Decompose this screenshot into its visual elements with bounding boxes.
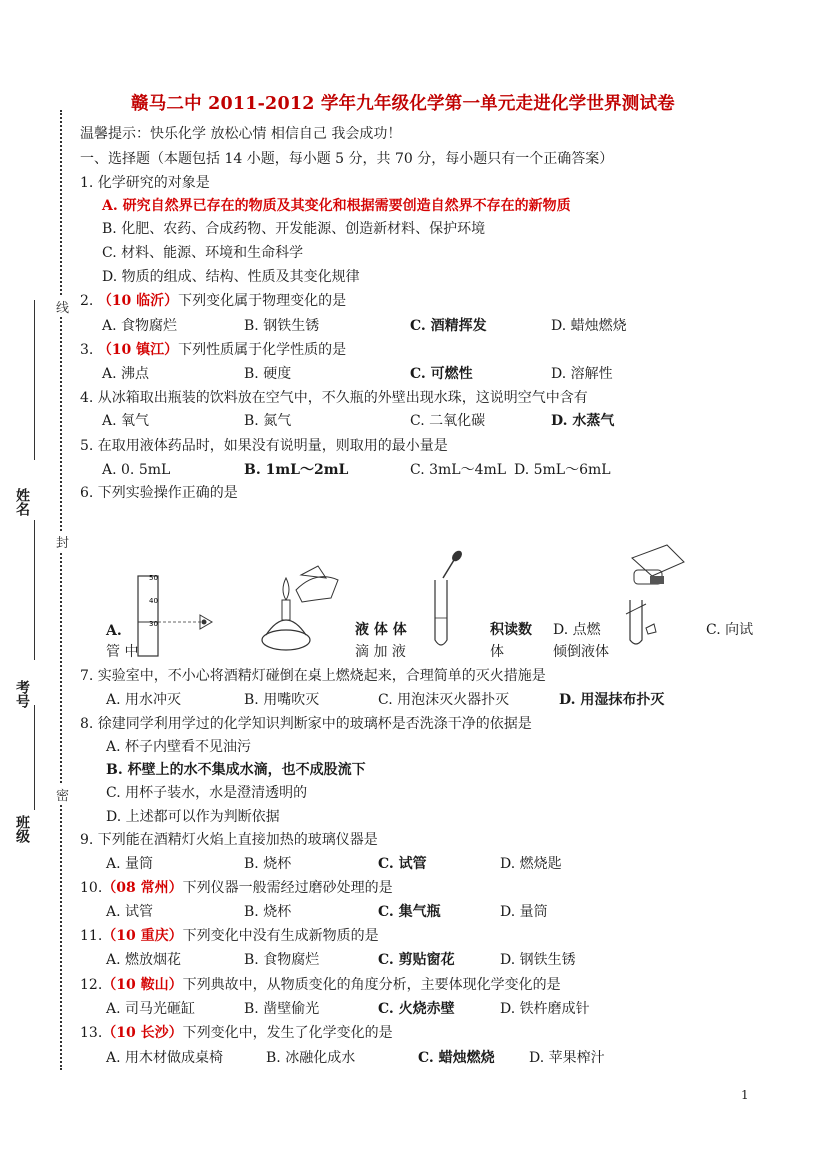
q11-stem: 11.（10 重庆）下列变化中没有生成新物质的是 (80, 928, 379, 944)
q4-option-b: B. 氮气 (244, 413, 292, 429)
seal-char-seal: 封 (56, 532, 69, 551)
tick-label-50: 50 (149, 574, 158, 582)
q2-option-c: C. 酒精挥发 (410, 318, 487, 334)
page-title: 赣马二中 2011-2012 学年九年级化学第一单元走进化学世界测试卷 (131, 94, 675, 114)
q9-stem: 9. 下列能在酒精灯火焰上直接加热的玻璃仪器是 (80, 832, 378, 848)
q9-option-a: A. 量筒 (106, 856, 154, 872)
q13-stem: 13.（10 长沙）下列变化中，发生了化学变化的是 (80, 1025, 393, 1041)
q6-stem: 6. 下列实验操作正确的是 (80, 485, 238, 501)
section-heading: 一、选择题（本题包括 14 小题，每小题 5 分，共 70 分，每小题只有一个正确答案） (80, 151, 614, 167)
q10-source: （08 常州） (102, 880, 183, 896)
class-line (34, 705, 35, 810)
q3-option-b: B. 硬度 (244, 366, 292, 382)
alcohol-lamp-figure (256, 560, 346, 655)
q6-option-c-label-1: 积读数 (490, 622, 532, 638)
q8-option-a: A. 杯子内壁看不见油污 (106, 739, 252, 755)
seal-char-secret: 密 (56, 785, 69, 804)
q7-stem: 7. 实验室中，不小心将酒精灯碰倒在桌上燃烧起来，合理简单的灭火措施是 (80, 668, 546, 684)
q2-stem: 2. （10 临沂）下列变化属于物理变化的是 (80, 293, 347, 309)
q11-option-d: D. 钢铁生锈 (500, 952, 576, 968)
q1-option-d: D. 物质的组成、结构、性质及其变化规律 (102, 269, 360, 285)
q6-option-d-2: 倾倒液体 (553, 644, 609, 660)
q3-option-d: D. 溶解性 (551, 366, 613, 382)
q11-option-b: B. 食物腐烂 (244, 952, 320, 968)
name-label: 姓名 (14, 488, 30, 516)
page-number: 1 (741, 1088, 749, 1102)
q6-option-b-label-2: 滴 加 液 (355, 644, 406, 660)
q2-option-b: B. 钢铁生锈 (244, 318, 320, 334)
graduated-cylinder-figure (130, 570, 220, 660)
q1-option-b: B. 化肥、农药、合成药物、开发能源、创造新材料、保护环境 (102, 221, 486, 237)
q5-option-b: B. 1mL～2mL (244, 462, 349, 478)
name-line (34, 300, 35, 460)
q8-option-d: D. 上述都可以作为判断依据 (106, 809, 280, 825)
q3-stem: 3. （10 镇江）下列性质属于化学性质的是 (80, 342, 347, 358)
q12-source: （10 鞍山） (102, 977, 183, 993)
q12-option-b: B. 凿壁偷光 (244, 1001, 320, 1017)
q6-option-a-2: 管 中 (106, 644, 139, 660)
q4-option-a: A. 氧气 (102, 413, 150, 429)
q10-option-d: D. 量筒 (500, 904, 548, 920)
eye-pupil-icon (202, 620, 207, 625)
q7-option-c: C. 用泡沫灭火器扑灭 (378, 692, 510, 708)
binding-dotted-line (60, 110, 62, 1070)
dropper-tube (443, 560, 454, 578)
q10-option-c: C. 集气瓶 (378, 904, 441, 920)
cylinder-body (138, 576, 158, 656)
q7-option-b: B. 用嘴吹灭 (244, 692, 320, 708)
q10-stem: 10.（08 常州）下列仪器一般需经过磨砂处理的是 (80, 880, 393, 896)
q3-option-c: C. 可燃性 (410, 366, 473, 382)
second-lamp-tilted (296, 577, 338, 602)
q1-option-c: C. 材料、能源、环境和生命科学 (102, 245, 304, 261)
q13-option-a: A. 用木材做成桌椅 (106, 1050, 224, 1066)
lamp-wick (282, 600, 290, 620)
q13-option-c: C. 蜡烛燃烧 (418, 1050, 495, 1066)
q7-option-d: D. 用湿抹布扑灭 (559, 692, 665, 708)
q1-option-a: A. 研究自然界已存在的物质及其变化和根据需要创造自然界不存在的新物质 (102, 198, 571, 214)
q9-option-c: C. 试管 (378, 856, 427, 872)
pouring-liquid-figure (612, 540, 692, 650)
bottle-label (650, 576, 664, 584)
q8-option-c: C. 用杯子装水，水是澄清透明的 (106, 785, 308, 801)
dropper-figure (425, 548, 465, 653)
q5-stem: 5. 在取用液体药品时，如果没有说明量，则取用的最小量是 (80, 438, 448, 454)
q6-option-a: A. (106, 623, 122, 639)
hand-icon (632, 545, 684, 576)
tick-label-40: 40 (149, 597, 158, 605)
q8-stem: 8. 徐建同学利用学过的化学知识判断家中的玻璃杯是否洗涤干净的依据是 (80, 716, 532, 732)
q13-option-b: B. 冰融化成水 (266, 1050, 356, 1066)
test-tube (435, 580, 447, 645)
q6-option-c-text: C. 向试 (706, 622, 754, 638)
q7-option-a: A. 用水冲灭 (106, 692, 182, 708)
q13-source: （10 长沙） (102, 1025, 183, 1041)
q2-source: （10 临沂） (97, 293, 179, 309)
q9-option-d: D. 燃烧匙 (500, 856, 562, 872)
exam-no-line (34, 520, 35, 660)
q3-source: （10 镇江） (97, 342, 179, 358)
lamp-body (266, 620, 306, 635)
seal-char-line: 线 (56, 297, 69, 316)
q6-option-d-1: D. 点燃 (553, 622, 601, 638)
q4-option-c: C. 二氧化碳 (410, 413, 486, 429)
tick-label-30: 30 (149, 620, 158, 628)
q12-option-d: D. 铁杵磨成针 (500, 1001, 590, 1017)
q11-source: （10 重庆） (102, 928, 183, 944)
q10-option-b: B. 烧杯 (244, 904, 292, 920)
tip-text: 温馨提示：快乐化学 放松心情 相信自己 我会成功！ (80, 126, 402, 142)
q11-option-a: A. 燃放烟花 (106, 952, 182, 968)
q8-option-b: B. 杯壁上的水不集成水滴，也不成股流下 (106, 762, 366, 778)
exam-no-label: 考号 (14, 680, 30, 708)
q3-option-a: A. 沸点 (102, 366, 150, 382)
q9-option-b: B. 烧杯 (244, 856, 292, 872)
q11-option-c: C. 剪贴窗花 (378, 952, 455, 968)
q12-option-a: A. 司马光砸缸 (106, 1001, 196, 1017)
q4-stem: 4. 从冰箱取出瓶装的饮料放在空气中，不久瓶的外壁出现水珠，这说明空气中含有 (80, 390, 588, 406)
class-label: 班级 (14, 815, 30, 843)
flame-icon (283, 578, 289, 600)
q1-stem: 1. 化学研究的对象是 (80, 175, 210, 191)
q5-option-d: D. 5mL～6mL (514, 462, 611, 478)
q4-option-d: D. 水蒸气 (551, 413, 615, 429)
q13-option-d: D. 苹果榨汁 (529, 1050, 605, 1066)
hand-fingers (626, 604, 646, 614)
q6-option-b-label-1: 液 体 体 (355, 622, 407, 638)
q6-option-c-label-2: 体 (490, 644, 504, 660)
lamp-base (262, 630, 310, 650)
dropper-bulb (450, 549, 464, 563)
q5-option-a: A. 0. 5mL (102, 462, 171, 478)
q5-option-c: C. 3mL～4mL (410, 462, 507, 478)
q12-stem: 12.（10 鞍山）下列典故中，从物质变化的角度分析，主要体现化学变化的是 (80, 977, 561, 993)
bottle-stopper (646, 624, 656, 634)
q2-option-d: D. 蜡烛燃烧 (551, 318, 627, 334)
q12-option-c: C. 火烧赤壁 (378, 1001, 455, 1017)
q10-option-a: A. 试管 (106, 904, 154, 920)
q2-option-a: A. 食物腐烂 (102, 318, 178, 334)
